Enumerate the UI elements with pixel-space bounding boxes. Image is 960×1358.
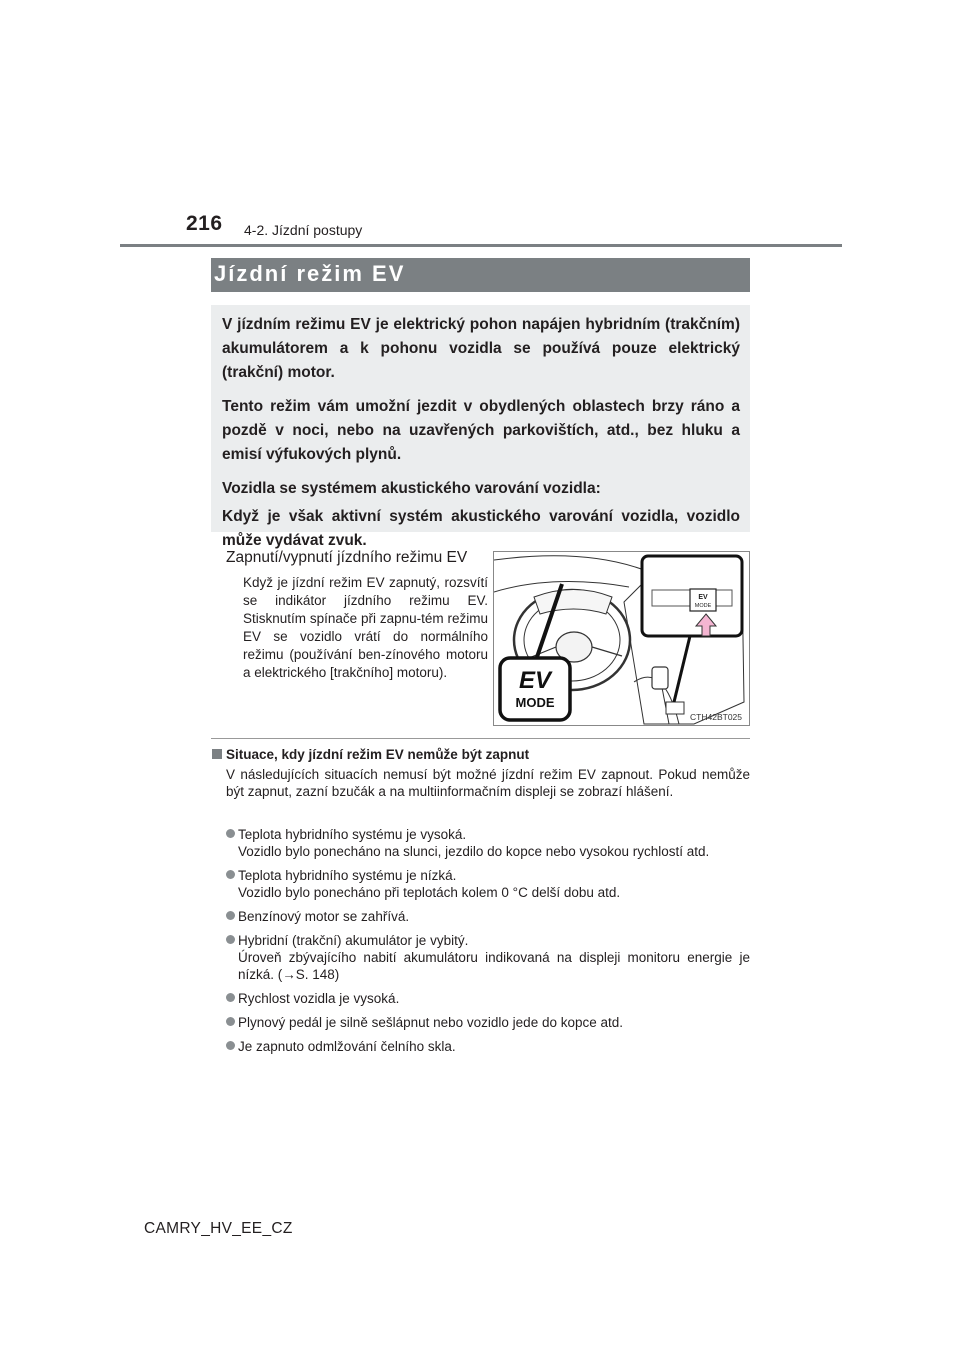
section-title: Jízdní režim EV — [214, 261, 406, 286]
list-item — [226, 908, 750, 925]
dashboard-illustration — [494, 552, 749, 725]
list-item — [226, 826, 750, 860]
ev-mode-figure — [493, 551, 750, 726]
list-item-detail: Vozidlo bylo ponecháno při teplotách kolem 0 °C delší dobu atd. — [238, 885, 621, 900]
list-item — [226, 867, 750, 901]
small-switch-label-top: EV — [698, 594, 708, 601]
list-item-title: Je zapnuto odmlžování čelního skla. — [238, 1039, 456, 1054]
bullet-icon — [226, 935, 235, 944]
large-switch-label-bottom: MODE — [515, 695, 555, 710]
toggle-body: Když je jízdní režim EV zapnutý, rozsvítí se indikátor jízdního režimu EV. Stisknutím spínače při zapnu-tém režimu EV se vozidlo vrátí do normálního režimu (používání ben-zínového motoru a elektrického [trakčního] motoru). — [243, 575, 488, 680]
section-label: 4-2. Jízdní postupy — [244, 222, 363, 238]
list-item-title: Rychlost vozidla je vysoká. — [238, 991, 400, 1006]
section-title-bar — [211, 258, 750, 292]
list-item — [226, 990, 750, 1007]
intro-paragraph-3-line-1: Vozidla se systémem akustického varování vozidla: — [222, 480, 601, 497]
bullet-icon — [226, 1041, 235, 1050]
list-item-title: Hybridní (trakční) akumulátor je vybitý. — [238, 933, 469, 948]
list-item-title: Plynový pedál je silně sešlápnut nebo vozidlo jede do kopce atd. — [238, 1015, 624, 1030]
list-item — [226, 932, 750, 983]
intro-paragraph-1: V jízdním režimu EV je elektrický pohon napájen hybridním (trakčním) akumulátorem a k pohonu vozidla se používá pouze elektrický (trakční) motor. — [222, 316, 740, 381]
situations-heading — [212, 747, 529, 762]
bullet-icon — [226, 870, 235, 879]
bullet-icon — [226, 911, 235, 920]
bullet-icon — [226, 829, 235, 838]
toggle-heading: Zapnutí/vypnutí jízdního režimu EV — [226, 549, 468, 566]
list-item-detail: Vozidlo bylo ponecháno na slunci, jezdilo do kopce nebo vysokou rychlostí atd. — [238, 844, 710, 859]
list-item — [226, 1014, 750, 1031]
list-item — [226, 1038, 750, 1055]
intro-paragraph-3-line-2: Když je však aktivní systém akustického varování vozidla, vozidlo může vydávat zvuk. — [222, 508, 740, 549]
header-rule — [120, 244, 842, 247]
heading-square-icon — [212, 749, 222, 759]
situations-body: V následujících situacích nemusí být možné jízdní režim EV zapnout. Pokud nemůže být zapnut, zazní bzučák a na multiinformačním displeji se zobrazí hlášení. — [226, 767, 750, 799]
small-switch-label-bottom: MODE — [694, 603, 712, 609]
bullet-icon — [226, 1017, 235, 1026]
situations-heading-text: Situace, kdy jízdní režim EV nemůže být zapnut — [226, 747, 530, 762]
page-number: 216 — [186, 212, 223, 235]
bullet-icon — [226, 993, 235, 1002]
large-switch-label-top: EV — [518, 667, 552, 694]
section-divider — [211, 738, 750, 739]
list-item-title: Teplota hybridního systému je vysoká. — [238, 827, 467, 842]
intro-paragraph-2: Tento režim vám umožní jezdit v obydlených oblastech brzy ráno a pozdě v noci, nebo na uzavřených parkovištích, atd., bez hluku a emisí výfukových plynů. — [222, 398, 740, 463]
footer-doc-code: CAMRY_HV_EE_CZ — [144, 1220, 293, 1237]
figure-code: CTH42BT025 — [690, 712, 742, 722]
intro-box — [211, 305, 750, 549]
situations-list — [226, 826, 750, 1062]
list-item-title: Teplota hybridního systému je nízká. — [238, 868, 457, 883]
list-item-title: Benzínový motor se zahřívá. — [238, 909, 410, 924]
list-item-detail: Úroveň zbývajícího nabití akumulátoru indikovaná na displeji monitoru energie je nízká. (→S. 148) — [238, 950, 750, 982]
